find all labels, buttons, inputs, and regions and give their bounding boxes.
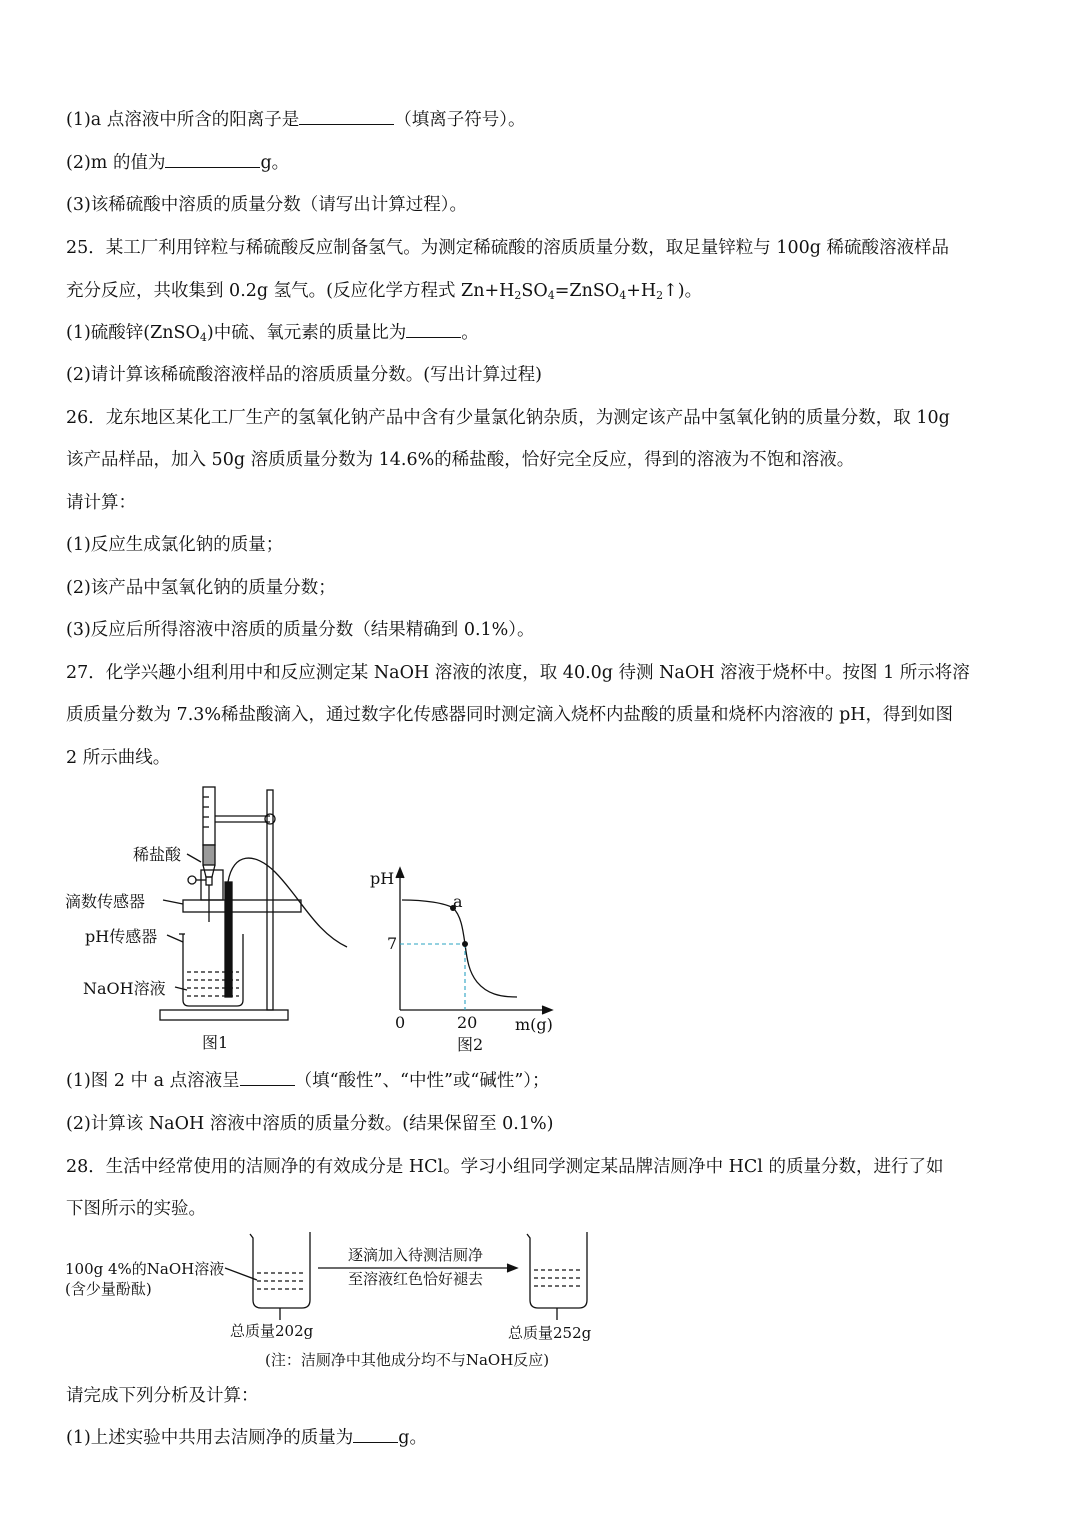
- burette-tube: [203, 787, 215, 845]
- answer-blank[interactable]: [240, 1069, 295, 1086]
- stopcock-icon: [188, 876, 196, 884]
- beaker-left: [250, 1232, 310, 1308]
- q26-part1: (1)反应生成氯化钠的质量；: [66, 535, 284, 555]
- arrow-text-line2: 至溶液红色恰好褪去: [348, 1270, 484, 1288]
- q24-part3: (3)该稀硫酸中溶质的质量分数（请写出计算过程）。: [66, 195, 468, 215]
- q24-part1: (1)a 点溶液中所含的阳离子是 （填离子符号）。: [66, 110, 526, 130]
- figure-2-caption: 图2: [457, 1035, 484, 1054]
- q28-stem-line1: 28．生活中经常使用的洁厕净的有效成分是 HCl。学习小组同学测定某品牌洁厕净中 HCl 的质量分数，进行了如: [66, 1157, 944, 1177]
- total-mass-right: 总质量252g: [508, 1324, 592, 1342]
- beaker: [183, 934, 243, 1006]
- label-ph-sensor: pH传感器: [85, 927, 158, 946]
- answer-blank[interactable]: [353, 1426, 398, 1443]
- q25-stem-line2: 充分反应，共收集到 0.2g 氢气。(反应化学方程式 $Zn+H_2SO_4=ZnSO_4+H_2↑$)。: [66, 281, 703, 302]
- q28-intro: 请完成下列分析及计算：: [66, 1386, 259, 1406]
- answer-blank[interactable]: [406, 321, 461, 338]
- answer-blank[interactable]: [299, 108, 394, 125]
- y-tick-label: 7: [387, 934, 398, 953]
- x-axis-label: m(g): [515, 1015, 553, 1034]
- figure-note: (注：洁厕净中其他成分均不与NaOH反应): [265, 1351, 550, 1369]
- label-dilute-hcl: 稀盐酸: [133, 845, 182, 864]
- q27-stem-line1: 27．化学兴趣小组利用中和反应测定某 NaOH 溶液的浓度，取 40.0g 待测 NaOH 溶液于烧杯中。按图 1 所示将溶: [66, 663, 970, 683]
- q27-part2: (2)计算该 NaOH 溶液中溶质的质量分数。(结果保留至 0.1%): [66, 1114, 554, 1134]
- q28-stem-line2: 下图所示的实验。: [66, 1199, 206, 1219]
- answer-blank[interactable]: [165, 151, 260, 168]
- q26-part3: (3)反应后所得溶液中溶质的质量分数（结果精确到 0.1%）。: [66, 620, 535, 640]
- q26-intro: 请计算：: [66, 493, 136, 513]
- figure-1-caption: 图1: [202, 1033, 229, 1052]
- q28-part1: (1)上述实验中共用去洁厕净的质量为 g。: [66, 1428, 427, 1448]
- point-a-label: a: [453, 892, 463, 911]
- naoh-label-line2: (含少量酚酞): [65, 1280, 152, 1298]
- equivalence-point-marker: [462, 941, 468, 947]
- naoh-label-line1: 100g 4%的NaOH溶液: [65, 1260, 225, 1278]
- arrow-text-line1: 逐滴加入待测洁厕净: [348, 1246, 484, 1264]
- total-mass-left: 总质量202g: [230, 1322, 314, 1340]
- origin-label: 0: [395, 1013, 406, 1032]
- ph-curve: [402, 900, 517, 997]
- figure-3-experiment: [60, 1228, 620, 1373]
- stand-base: [160, 1010, 288, 1020]
- q27-stem-line2: 质质量分数为 7.3%稀盐酸滴入，通过数字化传感器同时测定滴入烧杯内盐酸的质量和烧杯内溶液的 pH，得到如图: [66, 705, 954, 725]
- x-tick-label: 20: [457, 1013, 478, 1032]
- q24-part2: (2)m 的值为 g。: [66, 153, 290, 173]
- figure-1-apparatus: [65, 782, 365, 1057]
- figure-2-ph-curve: [365, 860, 565, 1060]
- q26-stem-line1: 26．龙东地区某化工厂生产的氢氧化钠产品中含有少量氯化钠杂质，为测定该产品中氢氧化钠的质量分数，取 10g: [66, 408, 950, 428]
- q25-stem-line1: 25．某工厂利用锌粒与稀硫酸反应制备氢气。为测定稀硫酸的溶质质量分数，取足量锌粒与 100g 稀硫酸溶液样品: [66, 238, 949, 258]
- q27-stem-line3: 2 所示曲线。: [66, 748, 171, 768]
- label-drop-sensor: 滴数传感器: [65, 892, 146, 911]
- q25-part2: (2)请计算该稀硫酸溶液样品的溶质质量分数。(写出计算过程): [66, 365, 542, 385]
- y-axis-label: pH: [370, 869, 395, 888]
- drop-sensor-platform: [183, 900, 301, 912]
- q26-part2: (2)该产品中氢氧化钠的质量分数；: [66, 578, 336, 598]
- q27-part1: (1)图 2 中 a 点溶液呈 （填“酸性”、“中性”或“碱性”）；: [66, 1071, 550, 1091]
- q26-stem-line2: 该产品样品，加入 50g 溶质质量分数为 14.6%的稀盐酸，恰好完全反应，得到的溶液为不饱和溶液。: [66, 450, 855, 470]
- q25-part1: (1)硫酸锌(ZnSO$_4$)中硫、氧元素的质量比为 。: [66, 323, 479, 344]
- label-naoh-solution: NaOH溶液: [83, 979, 166, 998]
